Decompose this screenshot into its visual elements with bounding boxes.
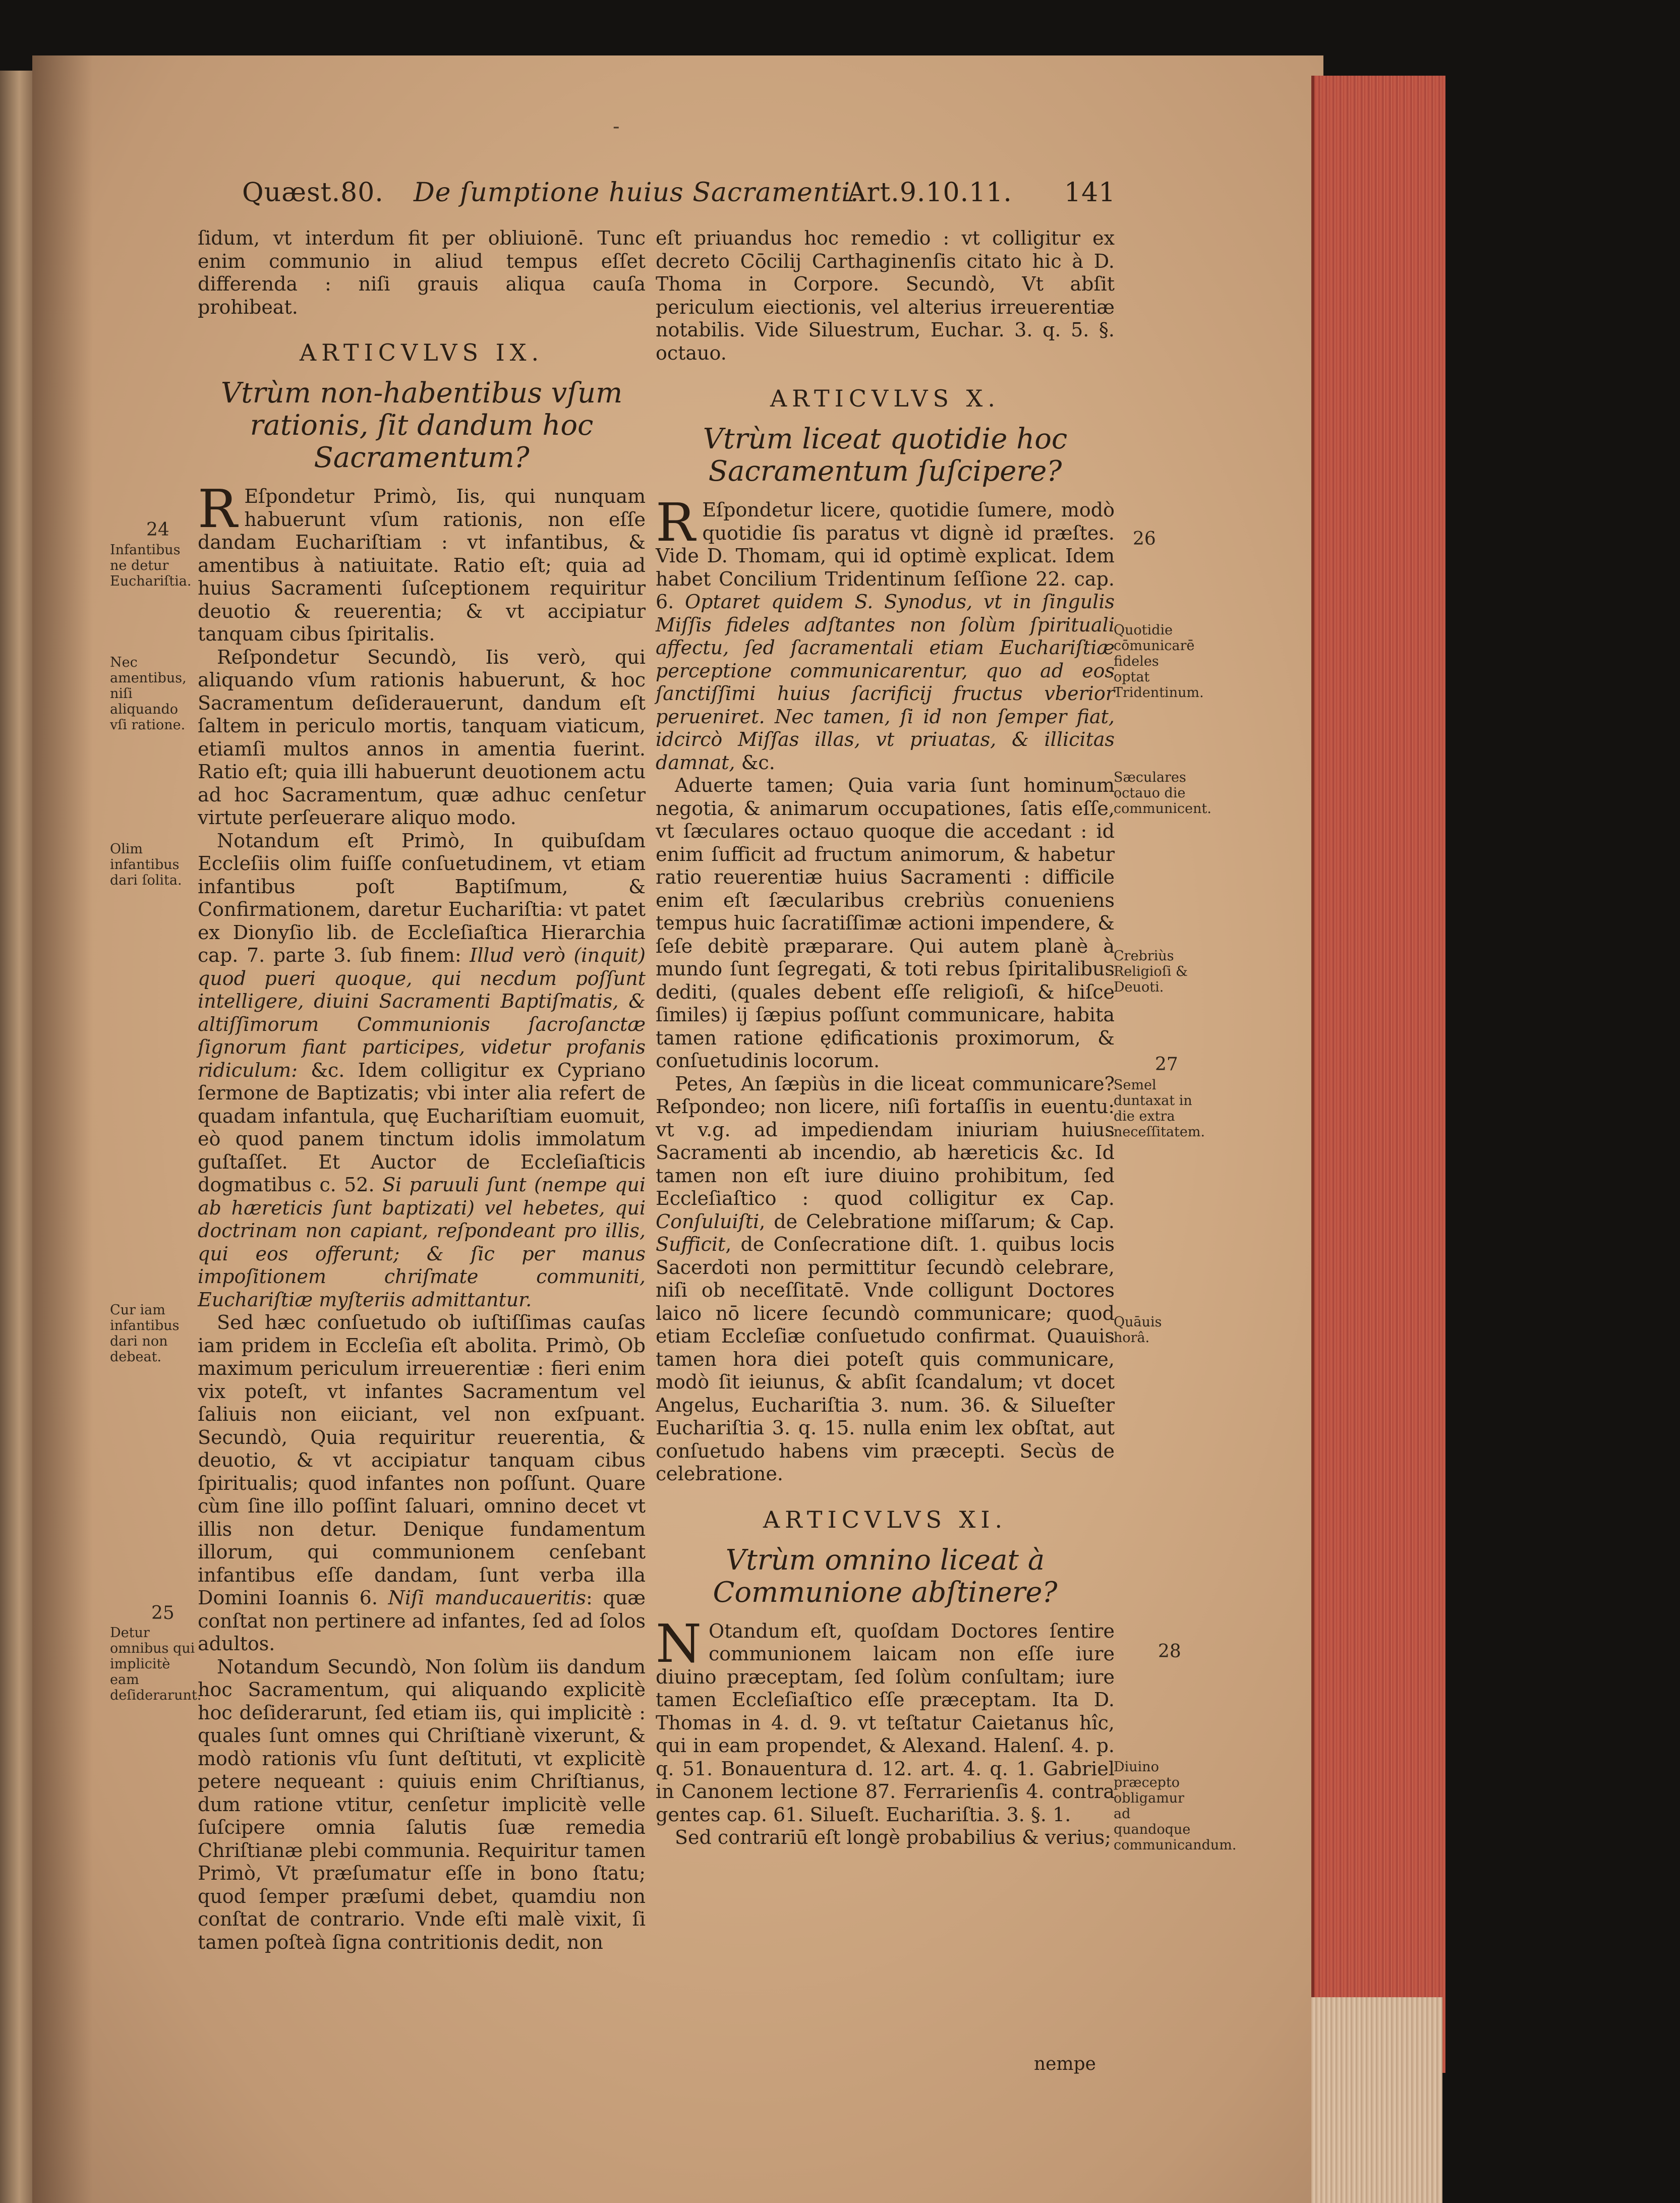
- margin-note-infantibus: Infantibus ne detur Euchariſtia.: [110, 542, 192, 589]
- margin-note-semel: Semel duntaxat in die extra neceſſitatem.: [1114, 1077, 1205, 1140]
- article-xi-heading: ARTICVLVS XI.: [763, 1505, 1008, 1533]
- margin-note-detur-omnibus: Detur omnibus qui implicitè eam deſiderarunt.: [110, 1625, 202, 1703]
- margin-number-24: 24: [146, 519, 169, 540]
- margin-note-saeculares: Sæculares octauo die communicent.: [1114, 770, 1211, 817]
- margin-note-olim: Olim infantibus dari ſolita.: [110, 841, 182, 888]
- left-continuation: ſidum, vt interdum fit per obliuionē. Tunc enim communio in aliud tempus eſſet differenda : niſi grauis aliqua cauſa prohibeat.: [198, 227, 646, 318]
- left-paragraph-4: Sed hæc conſuetudo ob iuſtiſſimas cauſas iam pridem in Eccleſia eſt abolita. Primò, Ob maximum periculum irreuerentiæ : fieri enim vix poteſt, vt infantes Sacramentum vel ſaliuis non eiiciant, vel non exſpuant. Secundò, Quia requiritur reuerentia, & deuotio, & vt accipiatur tanquam cibus ſpiritualis; quod infantes non poſſunt. Quare cùm ſine illo poſſint ſaluari, omnino decet vt illis non detur. Denique fundamentum illorum, qui communionem cenſebant infantibus eſſe dandam, ſunt verba illa Domini Ioannis 6. Niſi manducaueritis: quæ conſtat non pertinere ad infantes, ſed ad ſolos adultos.: [198, 1311, 646, 1655]
- gutter-shadow: [32, 55, 93, 2203]
- catchword: nempe: [1034, 2054, 1096, 2074]
- margin-note-crebrius: Crebriùs Religioſi & Deuoti.: [1114, 948, 1188, 995]
- article-x-heading: ARTICVLVS X.: [770, 385, 1001, 412]
- margin-number-28: 28: [1158, 1641, 1181, 1662]
- margin-number-26: 26: [1133, 529, 1156, 549]
- right-column: [656, 227, 1115, 1849]
- left-paragraph-2: Reſpondetur Secundò, Iis verò, qui aliquando vſum rationis habuerunt, & hoc Sacramentum deſiderauerunt, dandum eſt ſaltem in periculo mortis, tanquam viaticum, etiamſi multos annos in amentia fuerint. Ratio eſt; quia illi habuerunt deuotionem actu ad hoc Sacramentum, quæ adhuc cenſetur virtute perſeuerare aliquo modo.: [198, 646, 646, 829]
- left-paragraph-5: Notandum Secundò, Non ſolùm iis dandum hoc Sacramentum, qui aliquando explicitè hoc deſiderarunt, ſed etiam iis, qui implicitè : quales ſunt omnes qui Chriſtianè vixerunt, & modò rationis vſu ſunt deſtituti, vt explicitè petere nequeant : quiuis enim Chriſtianus, dum ratione vtitur, cenſetur implicitè velle ſuſcipere omnia ſalutis ſuæ remedia Chriſtianæ plebi communia. Requiritur tamen Primò, Vt præſumatur eſſe in bono ſtatu; quod ſemper præſumi debet, quamdiu non conſtat de contrario. Vnde eſti malè vixit, ſi tamen poſteà ſigna contritionis dedit, non: [198, 1655, 646, 1953]
- dropcap-n: N: [656, 1612, 702, 1674]
- right-paragraph-4: N Otandum eſt, quoſdam Doctores ſentire communionem laicam non eſſe iure diuino præceptam, ſed ſolùm conſultam; iure tamen Eccleſiaſtico eſſe præceptam. Ita D. Thomas in 4. d. 9. vt teſtatur Caietanus hîc, qui in eam propendet, & Alexand. Halenſ. 4. p. q. 51. Bonauentura d. 12. art. 4. q. 1. Gabriel in Canonem lectione 87. Ferrarienſis 4. contra gentes cap. 61. Silueſt. Euchariſtia. 3. §. 1.: [656, 1612, 1115, 1826]
- margin-number-25: 25: [151, 1603, 175, 1624]
- header-title: De ſumptione huius Sacramenti.: [414, 178, 859, 208]
- right-continuation: eſt priuandus hoc remedio : vt colligitur ex decreto Cōcilij Carthaginenſis citato hic à D. Thoma in Corpore. Secundò, Vt abſit periculum eiectionis, vel alterius irreuerentiæ notabilis. Vide Siluestrum, Euchar. 3. q. 5. §. octauo.: [656, 227, 1115, 364]
- right-paragraph-3: Petes, An ſæpiùs in die liceat communicare? Reſpondeo; non licere, niſi fortaſſis in euentu: vt v.g. ad impediendam iniuriam huius Sacramenti ab incendio, ab hæreticis &c. Id tamen non eſt iure diuino prohibitum, ſed Eccleſiaſtico : quod colligitur ex Cap. Conſuluiſti, de Celebratione miſſarum; & Cap. Sufficit, de Conſecratione diſt. 1. quibus locis Sacerdoti non permittitur ſecundò celebrare, niſi ob neceſſitatē. Vnde colligunt Doctores laico nō licere ſecundò communicare; quod etiam Eccleſiæ conſuetudo confirmat. Quauis tamen hora diei poteſt quis communicare, modò ſit ieiunus, & abſit ſcandalum; vt docet Angelus, Euchariſtia 3. num. 36. & Silueſter Euchariſtia 3. q. 15. nulla enim lex obſtat, aut conſuetudo habens vim præcepti. Secùs de celebratione.: [656, 1072, 1115, 1485]
- red-page-edges: [1311, 76, 1445, 2073]
- top-ornament: -: [613, 115, 620, 138]
- article-xi-question: Vtrùm omnino liceat à Communione abſtinere?: [713, 1543, 1058, 1609]
- left-page-edge: [0, 71, 32, 2203]
- article-ix-question: Vtrùm non-habentibus vſum rationis, ſit dandum hoc Sacramentum?: [220, 377, 623, 474]
- margin-note-cur-iam: Cur iam infantibus dari non debeat.: [110, 1302, 180, 1365]
- margin-note-amentibus: Nec amentibus, niſi aliquando vſi ratione.: [110, 655, 187, 733]
- right-paragraph-1: R Eſpondetur licere, quotidie ſumere, modò quotidie ſis paratus vt dignè id præſtes. Vide D. Thomam, qui id optimè explicat. Idem habet Concilium Tridentinum ſeſſione 22. cap. 6. Optaret quidem S. Synodus, vt in ſingulis Miſſis fideles adſtantes non ſolùm ſpirituali affectu, ſed ſacramentali etiam Euchariſtiæ perceptione communicarentur, quo ad eos ſanctiſſimi huius ſacrificij fructus vberior perueniret. Nec tamen, ſi id non ſemper fiat, idcircò Miſſas illas, vt priuatas, & illicitas damnat, &c.: [656, 492, 1115, 774]
- right-paragraph-2: Aduerte tamen; Quia varia ſunt hominum negotia, & animarum occupationes, ſatis eſſe, vt ſæculares octauo quoque die accedant : id enim ſufficit ad fructum animorum, & habetur ratio reuerentiæ huius Sacramenti : difficile enim eſt ſæcularibus crebriùs conueniens tempus huic ſacratiſſimæ actioni impendere, & ſeſe debitè præparare. Qui autem planè à mundo ſunt ſegregati, & toti rebus ſpiritalibus dediti, (quales debent eſſe religioſi, & hiſce ſimiles) ij ſæpius poſſunt communicare, habita tamen ratione ędificationis proximorum, & conſuetudinis locorum.: [656, 774, 1115, 1072]
- margin-note-diuino: Diuino præcepto obligamur ad quandoque communicandum.: [1114, 1759, 1237, 1853]
- article-x-question: Vtrùm liceat quotidie hoc Sacramentum ſuſcipere?: [703, 423, 1068, 488]
- dropcap-r: R: [198, 478, 238, 540]
- page-edges-lower: [1311, 1997, 1442, 2203]
- margin-note-quauis-hora: Quāuis horâ.: [1114, 1314, 1162, 1346]
- left-paragraph-3: Notandum eſt Primò, In quibuſdam Eccleſiis olim fuiſſe conſuetudinem, vt etiam infantibus poſt Baptiſmum, & Confirmationem, daretur Euchariſtia: vt patet ex Dionyſio lib. de Eccleſiaſtica Hierarchia cap. 7. parte 3. ſub finem: Illud verò (inquit) quod pueri quoque, qui necdum poſſunt intelligere, diuini Sacramenti Baptiſmatis, & altiſſimorum Communionis ſacroſanctæ ſignorum fiant participes, videtur profanis ridiculum: &c. Idem colligitur ex Cypriano ſermone de Baptizatis; vbi inter alia refert de quadam infantula, quę Euchariſtiam euomuit, eò quod panem tinctum idolis immolatum guſtaſſet. Et Auctor de Eccleſiaſticis dogmatibus c. 52. Si paruuli ſunt (nempe qui ab hæreticis ſunt baptizati) vel hebetes, qui doctrinam non capiant, reſpondeant pro illis, qui eos offerunt; & ſic per manus impoſitionem chriſmate communiti, Euchariſtiæ myſteriis admittantur.: [198, 829, 646, 1311]
- margin-note-quotidie: Quotidie cōmunicarē fideles optat Tridentinum.: [1114, 622, 1204, 701]
- article-ix-heading: ARTICVLVS IX.: [299, 339, 544, 366]
- dropcap-r: R: [656, 492, 696, 553]
- right-paragraph-5: Sed contrariū eſt longè probabilius & verius;: [675, 1826, 1111, 1848]
- running-header: [242, 178, 1120, 223]
- margin-number-27: 27: [1155, 1054, 1178, 1075]
- header-articles: Art.9.10.11.: [847, 178, 1012, 208]
- header-quaestio: Quæst.80.: [242, 178, 384, 208]
- page-number: 141: [1064, 178, 1116, 208]
- left-paragraph-1: R Eſpondetur Primò, Iis, qui nunquam habuerunt vſum rationis, non eſſe dandam Euchariſtiam : vt infantibus, & amentibus à natiuitate. Ratio eſt; quia ad huius Sacramenti ſuſceptionem requiritur deuotio & reuerentia; & vt accipiatur tanquam cibus ſpiritalis.: [198, 478, 646, 645]
- left-column: [198, 227, 646, 1954]
